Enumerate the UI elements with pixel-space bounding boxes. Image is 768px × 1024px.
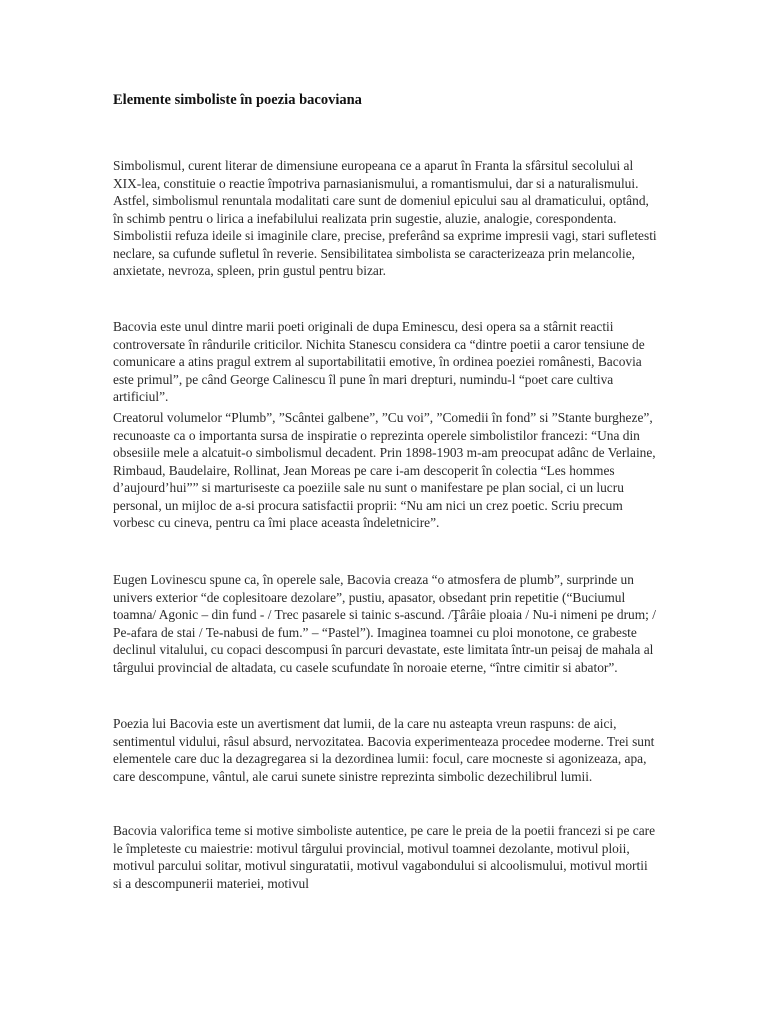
paragraph-creatorul-volumelor: Creatorul volumelor “Plumb”, ”Scântei galbene”, ”Cu voi”, ”Comedii în fond” si ”Stante burgheze”, recunoaste ca o importanta sursa de inspiratie o reprezinta operele simbolistilor francezi: “Una din obsesiile mele a alcatuit-o simbolismul decadent. Prin 1898-1903 m-am preocupat adânc de Verlaine, Rimbaud, Baudelaire, Rollinat, Jean Moreas pe care i-am descoperit în colectia “Les hommes d’aujourd’hui”” si marturiseste ca poeziile sale nu sunt o manifestare pe plan social, ci un lucru personal, un mijloc de a-si procura satisfactii proprii: “Nu am nici un crez poetic. Scriu precum vorbesc cu cineva, pentru ca îmi place aceasta îndeletnicire”. [113,410,656,530]
paragraph-simbolismul: Simbolismul, curent literar de dimensiune europeana ce a aparut în Franta la sfârsitul secolului al XIX-lea, constituie o reactie împotriva parnasianismului, a romantismului, dar si a naturalismului. Astfel, simbolismul renuntala modalitati care sunt de domeniul epicului sau al dramaticului, optând, în schimb pentru o lirica a inefabilului realizata prin sugestie, aluzie, analogie, corespondenta. Simbolistii refuza ideile si imaginile clare, precise, preferând sa exprime impresii vagi, stari sufletesti neclare, sa cufunde sufletul în reverie. Sensibilitatea simbolista se caracterizeaza prin melancolie, anxietate, nevroza, spleen, prin gustul pentru bizar. [113,158,657,278]
document-title: Elemente simboliste în poezia bacoviana [113,92,362,108]
paragraph-avertisment: Poezia lui Bacovia este un avertisment dat lumii, de la care nu asteapta vreun raspuns: de aici, sentimentul vidului, râsul absurd, nervozitatea. Bacovia experimenteaza procedee moderne. Trei sunt elementele care duc la dezagregarea si la dezordinea lumii: focul, care mocneste si agonizeaza, apa, care descompune, vântul, ale carui sunete sinistre reprezinta simbolic dezechilibrul lumii. [113,716,655,784]
paragraph-bacovia-poet: Bacovia este unul dintre marii poeti originali de dupa Eminescu, desi opera sa a stârnit reactii controversate în rândurile criticilor. Nichita Stanescu considera ca “dintre poetii a caror tensiune de comunicare a atins pragul extrem al suportabilitatii emotive, în ordinea poeziei românesti, Bacovia este primul”, pe când George Calinescu îl pune în mari drepturi, numindu-l “poet care cultiva artificiul”. [113,319,645,404]
paragraph-lovinescu: Eugen Lovinescu spune ca, în operele sale, Bacovia creaza “o atmosfera de plumb”, surprinde un univers exterior “de coplesitoare dezolare”, pustiu, apasator, obsedant prin repetitie (“Buciumul toamna/ Agonic – din fund - / Trec pasarele si tainic s-ascund. /Ţârâie ploaia / Nu-i nimeni pe drum; / Pe-afara de stai / Te-nabusi de fum.” – “Pastel”). Imaginea toamnei cu ploi monotone, ce grabeste declinul vitalului, cu copaci descompusi în parcuri devastate, este limitata într-un peisaj de mahala al târgului provincial de altadata, cu casele scufundate în noroaie eterne, “între cimitir si abator”. [113,572,656,675]
paragraph-teme-motive: Bacovia valorifica teme si motive simboliste autentice, pe care le preia de la poetii francezi si pe care le împleteste cu maiestrie: motivul târgului provincial, motivul toamnei dezolante, motivul ploii, motivul parcului solitar, motivul singuratatii, motivul vagabondului si alcoolismului, motivul mortii si a descompunerii materiei, motivul [113,823,656,891]
